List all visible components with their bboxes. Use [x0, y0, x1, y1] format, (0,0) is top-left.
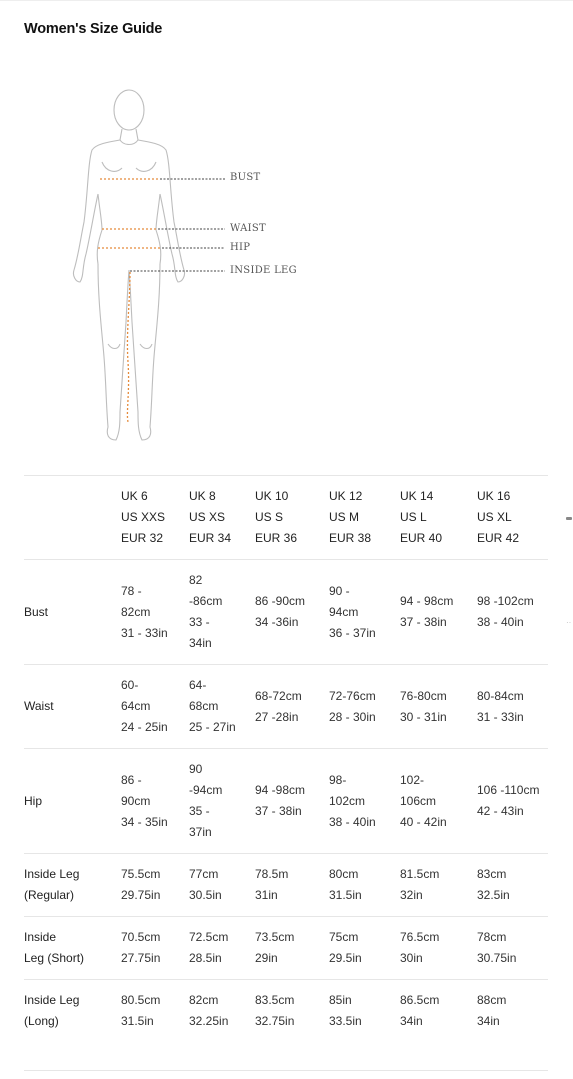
table-cell: 90 - 94cm 36 - 37in	[329, 583, 376, 640]
table-cell: 83cm 32.5in	[477, 867, 510, 902]
table-cell: 80cm 31.5in	[329, 867, 362, 902]
size-column-header: UK 10 US S EUR 36	[255, 489, 298, 545]
table-cell: 106 -110cm 42 - 43in	[477, 783, 540, 818]
table-cell: 90 -94cm 35 - 37in	[189, 762, 223, 839]
figure-outline	[73, 90, 184, 440]
table-row-hip	[24, 749, 548, 854]
table-cell: 76.5cm 30in	[400, 930, 440, 965]
table-cell: 81.5cm 32in	[400, 867, 440, 902]
scroll-hint-icon: ··	[566, 618, 572, 627]
table-cell: 80-84cm 31 - 33in	[477, 688, 524, 724]
table-header-row	[24, 476, 548, 560]
size-column-header: UK 16 US XL EUR 42	[477, 489, 520, 545]
table-cell: 72.5cm 28.5in	[189, 930, 229, 965]
table-cell: 75cm 29.5in	[329, 930, 362, 965]
table-cell: 78.5m 31in	[255, 867, 289, 902]
table-row-bust	[24, 560, 548, 665]
table-cell: 73.5cm 29in	[255, 930, 295, 965]
table-cell: 76-80cm 30 - 31in	[400, 688, 447, 724]
table-cell: 72-76cm 28 - 30in	[329, 688, 376, 724]
table-row-inside-leg-short	[24, 917, 548, 980]
table-cell: 60- 64cm 24 - 25in	[121, 678, 168, 734]
size-column-header: UK 14 US L EUR 40	[400, 489, 443, 545]
table-row-waist	[24, 665, 548, 749]
table-cell: 64- 68cm 25 - 27in	[189, 678, 236, 734]
table-cell: 86 -90cm 34 -36in	[255, 594, 306, 629]
top-divider	[0, 0, 573, 1]
table-cell: 68-72cm 27 -28in	[255, 688, 302, 724]
table-cell: 77cm 30.5in	[189, 867, 222, 902]
table-cell: 85in 33.5in	[329, 993, 362, 1028]
table-cell: 98 -102cm 38 - 40in	[477, 594, 534, 629]
table-cell: 78 - 82cm 31 - 33in	[121, 583, 168, 640]
row-label: Bust	[24, 604, 49, 619]
table-cell: 98- 102cm 38 - 40in	[329, 772, 376, 829]
size-chart-table	[24, 475, 548, 1071]
size-column-header: UK 6 US XXS EUR 32	[121, 489, 166, 545]
table-cell: 94 -98cm 37 - 38in	[255, 783, 306, 818]
size-column-header: UK 12 US M EUR 38	[329, 489, 372, 545]
label-hip: HIP	[230, 242, 251, 253]
page-title: Women's Size Guide	[24, 21, 163, 37]
scroll-indicator[interactable]	[566, 517, 572, 520]
size-column-header: UK 8 US XS EUR 34	[189, 489, 232, 545]
row-label: Inside Leg (Long)	[24, 993, 80, 1028]
label-inside-leg: INSIDE LEG	[230, 265, 297, 276]
table-cell: 94 - 98cm 37 - 38in	[400, 594, 454, 629]
label-bust: BUST	[230, 172, 261, 183]
row-label: Inside Leg (Short)	[24, 930, 85, 965]
table-cell: 80.5cm 31.5in	[121, 993, 161, 1028]
table-cell: 88cm 34in	[477, 993, 507, 1028]
table-cell: 82 -86cm 33 - 34in	[189, 573, 223, 650]
table-cell: 78cm 30.75in	[477, 930, 517, 965]
row-label: Hip	[24, 793, 43, 808]
table-cell: 86.5cm 34in	[400, 993, 440, 1028]
body-measurement-figure	[60, 82, 310, 452]
table-cell: 86 - 90cm 34 - 35in	[121, 772, 168, 829]
row-label: Waist	[24, 699, 54, 713]
measurement-leader-lines	[130, 179, 225, 271]
table-cell: 102- 106cm 40 - 42in	[400, 772, 447, 829]
table-cell: 70.5cm 27.75in	[121, 930, 161, 965]
row-label: Inside Leg (Regular)	[24, 867, 80, 902]
table-cell: 83.5cm 32.75in	[255, 993, 295, 1028]
table-row-inside-leg-regular	[24, 854, 548, 917]
label-waist: WAIST	[230, 223, 266, 234]
table-cell: 82cm 32.25in	[189, 993, 229, 1028]
table-corner	[24, 476, 121, 560]
table-row-inside-leg-long	[24, 980, 548, 1071]
table-cell: 75.5cm 29.75in	[121, 867, 161, 902]
